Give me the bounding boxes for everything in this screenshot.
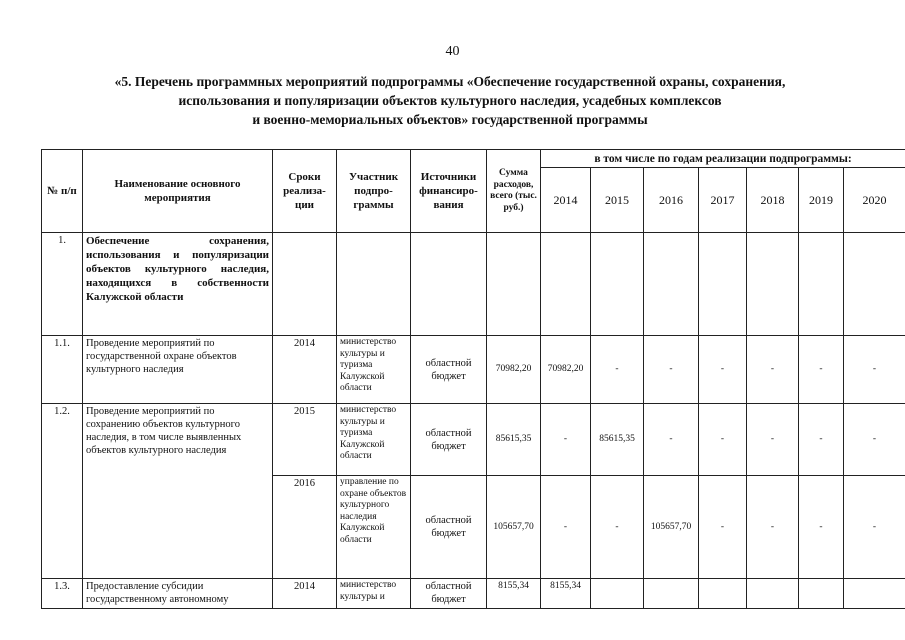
header-years-span: в том числе по годам реализации подпрограммы: — [541, 150, 905, 168]
table-row-1-3 — [42, 579, 905, 609]
header-year: 2016 — [644, 168, 699, 233]
header-year: 2017 — [699, 168, 747, 233]
activity-name: Предоставление субсидии государственному автономному — [83, 579, 273, 609]
year-value-cell: - — [844, 336, 905, 404]
year-value-cell: - — [699, 336, 747, 404]
header-year: 2015 — [591, 168, 644, 233]
year-value-cell: - — [699, 476, 747, 579]
year-value-cell — [844, 579, 905, 609]
header-sources: Источники финансиро-вания — [411, 150, 487, 233]
row-number: 1. — [42, 233, 83, 336]
row-number: 1.3. — [42, 579, 83, 609]
year-value-cell: 8155,34 — [541, 579, 591, 609]
activity-name: Обеспечение сохранения, использования и популяризации объектов культурного наследия, находящихся в собственности Калужской области — [83, 233, 273, 336]
header-period: Сроки реализа-ции — [273, 150, 337, 233]
row-number: 1.1. — [42, 336, 83, 404]
source-cell: областной бюджет — [411, 476, 487, 579]
header-sum: Сумма расходов, всего (тыс. руб.) — [487, 150, 541, 233]
program-activities-table — [41, 149, 905, 609]
header-year: 2014 — [541, 168, 591, 233]
year-value-cell: - — [799, 336, 844, 404]
year-value-cell: - — [644, 404, 699, 476]
year-value-cell: 105657,70 — [644, 476, 699, 579]
participant-cell: министерство культуры и туризма Калужской области — [337, 336, 411, 404]
year-value-cell: - — [699, 404, 747, 476]
source-cell: областной бюджет — [411, 579, 487, 609]
heading-line-1: «5. Перечень программных мероприятий подпрограммы «Обеспечение государственной охраны, сохранения, — [114, 74, 786, 89]
header-year: 2018 — [747, 168, 799, 233]
year-value-cell: - — [591, 476, 644, 579]
year-value-cell: - — [644, 336, 699, 404]
document-heading — [40, 72, 860, 129]
year-value-cell: - — [747, 404, 799, 476]
year-value-cell: - — [799, 476, 844, 579]
table-row-1-1 — [42, 336, 905, 404]
period-cell: 2016 — [273, 476, 337, 579]
source-cell: областной бюджет — [411, 336, 487, 404]
year-value-cell: - — [541, 476, 591, 579]
sum-cell: 70982,20 — [487, 336, 541, 404]
sum-cell: 105657,70 — [487, 476, 541, 579]
participant-cell: министерство культуры и — [337, 579, 411, 609]
table-row-1 — [42, 233, 905, 336]
table-row-1-2a — [42, 404, 905, 476]
header-year: 2019 — [799, 168, 844, 233]
header-participant: Участник подпро-граммы — [337, 150, 411, 233]
year-value-cell — [799, 579, 844, 609]
heading-line-3: и военно-мемориальных объектов» государственной программы — [252, 112, 648, 127]
year-value-cell — [699, 579, 747, 609]
year-value-cell: - — [747, 476, 799, 579]
year-value-cell: - — [844, 404, 905, 476]
row-number: 1.2. — [42, 404, 83, 579]
header-name: Наименование основного мероприятия — [83, 150, 273, 233]
period-cell: 2014 — [273, 336, 337, 404]
year-value-cell: - — [799, 404, 844, 476]
year-value-cell: - — [541, 404, 591, 476]
year-value-cell: 85615,35 — [591, 404, 644, 476]
year-value-cell: - — [591, 336, 644, 404]
header-row-1 — [42, 150, 905, 168]
activity-name: Проведение мероприятий по сохранению объектов культурного наследия, в том числе выявленных объектов культурного наследия — [83, 404, 273, 579]
sum-cell: 85615,35 — [487, 404, 541, 476]
year-value-cell — [747, 579, 799, 609]
participant-cell: управление по охране объектов культурного наследия Калужской области — [337, 476, 411, 579]
period-cell: 2014 — [273, 579, 337, 609]
participant-cell: министерство культуры и туризма Калужской области — [337, 404, 411, 476]
heading-line-2: использования и популяризации объектов культурного наследия, усадебных комплексов — [178, 93, 722, 108]
page-number: 40 — [445, 44, 460, 59]
year-value-cell: - — [747, 336, 799, 404]
sum-cell: 8155,34 — [487, 579, 541, 609]
source-cell: областной бюджет — [411, 404, 487, 476]
year-value-cell — [644, 579, 699, 609]
period-cell: 2015 — [273, 404, 337, 476]
year-value-cell: 70982,20 — [541, 336, 591, 404]
year-value-cell — [591, 579, 644, 609]
header-year: 2020 — [844, 168, 905, 233]
header-num: № п/п — [42, 150, 83, 233]
activity-name: Проведение мероприятий по государственной охране объектов культурного наследия — [83, 336, 273, 404]
year-value-cell: - — [844, 476, 905, 579]
